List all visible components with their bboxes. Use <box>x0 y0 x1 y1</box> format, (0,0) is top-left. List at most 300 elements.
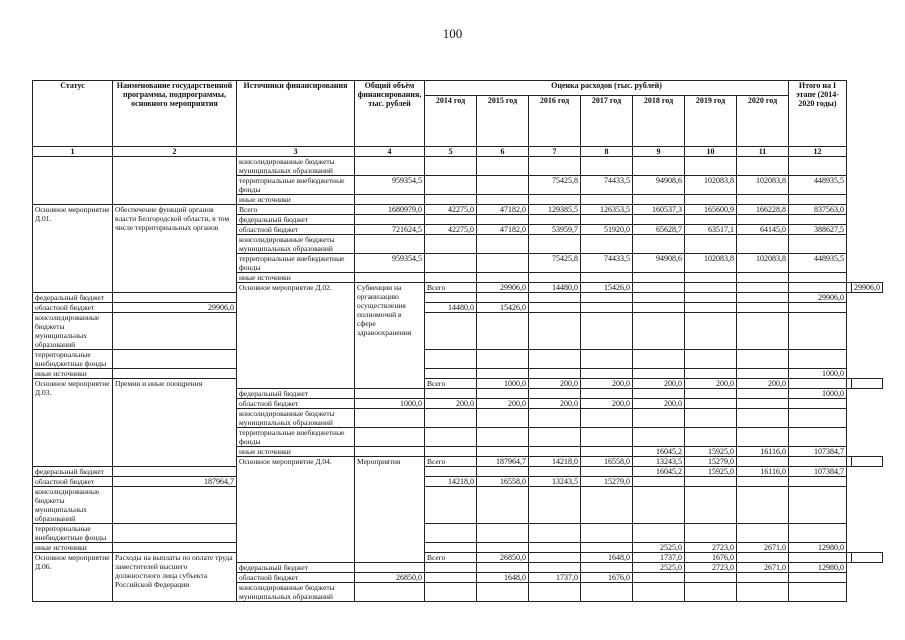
year-value-cell <box>425 409 477 428</box>
year-value-cell: 200,0 <box>529 379 581 389</box>
year-value-cell <box>789 457 847 467</box>
column-number: 2 <box>113 147 237 157</box>
year-value-cell <box>425 313 477 350</box>
table-row <box>33 369 883 379</box>
total-cell <box>355 215 425 225</box>
year-value-cell: 14480,0 <box>425 303 477 313</box>
year-value-cell <box>581 447 633 457</box>
table-wrapper <box>32 80 883 602</box>
status-cell: Основное мероприятие Д.04. <box>237 457 355 563</box>
itogo-cell: 29906,0 <box>852 283 883 293</box>
year-value-cell: 200,0 <box>581 399 633 409</box>
year-value-cell: 16116,0 <box>737 467 789 477</box>
year-value-cell <box>581 543 633 553</box>
year-value-cell <box>425 563 477 573</box>
year-value-cell: 200,0 <box>425 399 477 409</box>
source-cell: территориальные внебюджетные фонды <box>237 428 355 447</box>
year-value-cell <box>737 389 789 399</box>
header-year: 2014 год <box>425 96 477 147</box>
itogo-cell: 107384,7 <box>789 447 847 457</box>
year-value-cell <box>425 157 477 176</box>
year-value-cell <box>425 293 477 303</box>
source-cell: Всего <box>425 283 477 293</box>
column-number: 10 <box>685 147 737 157</box>
itogo-cell <box>789 215 847 225</box>
year-value-cell: 15925,0 <box>685 467 737 477</box>
year-value-cell <box>477 543 529 553</box>
year-value-cell <box>425 543 477 553</box>
total-cell: 187964,7 <box>477 457 529 467</box>
source-cell: консолидированные бюджеты муниципальных образований <box>33 487 113 524</box>
year-value-cell <box>633 303 685 313</box>
total-cell <box>355 428 425 447</box>
year-value-cell <box>737 487 789 524</box>
year-value-cell: 160537,3 <box>633 205 685 215</box>
year-value-cell <box>685 195 737 205</box>
column-number: 3 <box>237 147 355 157</box>
year-value-cell: 126353,5 <box>581 205 633 215</box>
total-cell: 959354,5 <box>355 176 425 195</box>
table-row <box>33 477 883 487</box>
total-cell <box>113 350 237 369</box>
year-value-cell <box>685 573 737 583</box>
table-body <box>33 157 883 602</box>
itogo-cell <box>789 477 847 487</box>
year-value-cell: 47182,0 <box>477 205 529 215</box>
year-value-cell <box>425 487 477 524</box>
year-value-cell <box>685 273 737 283</box>
year-value-cell <box>737 303 789 313</box>
year-value-cell <box>529 303 581 313</box>
source-cell: иные источники <box>33 543 113 553</box>
itogo-cell: 837563,0 <box>789 205 847 215</box>
year-value-cell: 14218,0 <box>425 477 477 487</box>
source-cell: территориальные внебюджетные фонды <box>33 524 113 543</box>
year-value-cell <box>529 409 581 428</box>
itogo-cell <box>852 553 883 563</box>
year-value-cell <box>477 195 529 205</box>
year-value-cell: 15279,0 <box>685 457 737 467</box>
source-cell: федеральный бюджет <box>237 215 355 225</box>
year-value-cell <box>633 215 685 225</box>
year-value-cell: 65628,7 <box>633 225 685 235</box>
total-cell <box>355 409 425 428</box>
year-value-cell <box>425 254 477 273</box>
year-value-cell <box>737 195 789 205</box>
total-cell: 1000,0 <box>355 399 425 409</box>
source-cell: консолидированные бюджеты муниципальных образований <box>237 583 355 602</box>
year-value-cell: 42275,0 <box>425 205 477 215</box>
year-value-cell <box>425 524 477 543</box>
program-name-cell: Мероприятия <box>355 457 425 563</box>
itogo-cell: 29906,0 <box>789 293 847 303</box>
total-cell: 959354,5 <box>355 254 425 273</box>
year-value-cell <box>477 313 529 350</box>
year-value-cell: 14480,0 <box>529 283 581 293</box>
year-value-cell: 1737,0 <box>529 573 581 583</box>
source-cell: консолидированные бюджеты муниципальных образований <box>237 235 355 254</box>
year-value-cell: 63517,1 <box>685 225 737 235</box>
source-cell: Всего <box>425 457 477 467</box>
year-value-cell <box>633 389 685 399</box>
year-value-cell <box>477 563 529 573</box>
year-value-cell <box>425 273 477 283</box>
table-row <box>33 350 883 369</box>
program-name-cell: Обеспечение функций органов власти Белгородской области, в том числе территориальных органов <box>113 205 237 293</box>
column-number: 4 <box>355 147 425 157</box>
year-value-cell <box>529 389 581 399</box>
column-number: 1 <box>33 147 113 157</box>
header-estimate: Оценка расходов (тыс. рублей) <box>425 81 789 96</box>
year-value-cell: 102083,8 <box>685 254 737 273</box>
year-value-cell: 94908,6 <box>633 176 685 195</box>
year-value-cell <box>633 477 685 487</box>
year-value-cell <box>477 350 529 369</box>
year-value-cell <box>581 350 633 369</box>
year-value-cell <box>529 273 581 283</box>
year-value-cell <box>425 428 477 447</box>
year-value-cell: 74433,5 <box>581 176 633 195</box>
status-cell: Основное мероприятие Д.01. <box>33 205 113 293</box>
source-cell: консолидированные бюджеты муниципальных образований <box>237 409 355 428</box>
year-value-cell <box>685 157 737 176</box>
year-value-cell <box>477 409 529 428</box>
year-value-cell <box>425 447 477 457</box>
total-cell <box>113 543 237 553</box>
total-cell: 721624,5 <box>355 225 425 235</box>
year-value-cell <box>477 428 529 447</box>
total-cell: 1000,0 <box>477 379 529 389</box>
itogo-cell <box>789 524 847 543</box>
page-number: 100 <box>442 26 463 41</box>
year-value-cell: 16116,0 <box>737 447 789 457</box>
year-value-cell <box>737 215 789 225</box>
total-cell: 1680979,0 <box>355 205 425 215</box>
source-cell: иные источники <box>237 447 355 457</box>
total-cell: 187964,7 <box>113 477 237 487</box>
year-value-cell <box>425 467 477 477</box>
total-cell <box>355 563 425 573</box>
itogo-cell <box>852 457 883 467</box>
year-value-cell <box>685 524 737 543</box>
year-value-cell: 15426,0 <box>477 303 529 313</box>
itogo-cell <box>789 399 847 409</box>
year-value-cell <box>529 487 581 524</box>
source-cell: федеральный бюджет <box>33 467 113 477</box>
itogo-cell <box>789 157 847 176</box>
total-cell <box>113 293 237 303</box>
year-value-cell: 1648,0 <box>581 553 633 563</box>
year-value-cell <box>633 235 685 254</box>
year-value-cell <box>529 350 581 369</box>
year-value-cell <box>425 389 477 399</box>
year-value-cell: 200,0 <box>633 379 685 389</box>
year-value-cell <box>529 447 581 457</box>
year-value-cell <box>685 215 737 225</box>
status-cell: Основное мероприятие Д.06. <box>33 553 113 602</box>
year-value-cell: 2723,0 <box>685 543 737 553</box>
year-value-cell <box>633 487 685 524</box>
year-value-cell <box>737 573 789 583</box>
year-value-cell: 1737,0 <box>633 553 685 563</box>
year-value-cell: 165600,9 <box>685 205 737 215</box>
year-value-cell: 2671,0 <box>737 543 789 553</box>
year-value-cell <box>737 350 789 369</box>
status-cell <box>33 157 113 205</box>
year-value-cell: 200,0 <box>737 379 789 389</box>
year-value-cell <box>685 409 737 428</box>
year-value-cell <box>633 283 685 293</box>
year-value-cell <box>529 369 581 379</box>
year-value-cell: 1676,0 <box>685 553 737 563</box>
total-cell: 26850,0 <box>477 553 529 563</box>
itogo-cell: 388627,5 <box>789 225 847 235</box>
total-cell <box>355 195 425 205</box>
year-value-cell <box>529 467 581 477</box>
year-value-cell: 16558,0 <box>477 477 529 487</box>
itogo-cell: 1000,0 <box>789 389 847 399</box>
source-cell: иные источники <box>33 369 113 379</box>
year-value-cell <box>477 176 529 195</box>
year-value-cell <box>477 524 529 543</box>
table-row <box>33 543 883 553</box>
year-value-cell <box>477 293 529 303</box>
year-value-cell <box>789 553 847 563</box>
header-itogo: Итого на I этапе (2014-2020 годы) <box>789 81 847 147</box>
itogo-cell <box>789 350 847 369</box>
year-value-cell: 16558,0 <box>581 457 633 467</box>
year-value-cell <box>737 457 789 467</box>
total-cell <box>355 389 425 399</box>
year-value-cell <box>581 303 633 313</box>
itogo-cell <box>852 379 883 389</box>
year-value-cell <box>685 428 737 447</box>
total-cell <box>355 157 425 176</box>
header-year: 2015 год <box>477 96 529 147</box>
itogo-cell <box>789 487 847 524</box>
year-value-cell <box>737 157 789 176</box>
header-total: Общий объём финансирования, тыс. рублей <box>355 81 425 147</box>
year-value-cell <box>529 313 581 350</box>
table-row <box>33 205 883 215</box>
year-value-cell: 74433,5 <box>581 254 633 273</box>
year-value-cell <box>737 477 789 487</box>
year-value-cell <box>529 157 581 176</box>
year-value-cell <box>581 369 633 379</box>
year-value-cell <box>737 583 789 602</box>
source-cell: территориальные внебюджетные фонды <box>33 350 113 369</box>
year-value-cell <box>477 254 529 273</box>
year-value-cell: 1648,0 <box>477 573 529 583</box>
source-cell: консолидированные бюджеты муниципальных образований <box>33 313 113 350</box>
total-cell <box>355 235 425 254</box>
year-value-cell <box>789 283 847 293</box>
total-cell <box>355 583 425 602</box>
source-cell: Всего <box>425 379 477 389</box>
column-number: 7 <box>529 147 581 157</box>
year-value-cell: 75425,8 <box>529 254 581 273</box>
itogo-cell: 448935,5 <box>789 254 847 273</box>
header-year: 2020 год <box>737 96 789 147</box>
year-value-cell <box>737 409 789 428</box>
itogo-cell <box>789 273 847 283</box>
year-value-cell <box>529 235 581 254</box>
year-value-cell <box>633 273 685 283</box>
year-value-cell <box>685 293 737 303</box>
year-value-cell <box>529 553 581 563</box>
year-value-cell <box>633 313 685 350</box>
year-value-cell: 102083,8 <box>737 254 789 273</box>
year-value-cell: 64145,0 <box>737 225 789 235</box>
year-value-cell <box>685 350 737 369</box>
year-value-cell: 200,0 <box>581 379 633 389</box>
year-value-cell <box>581 195 633 205</box>
column-number: 12 <box>789 147 847 157</box>
program-name-cell: Субвенции на организацию осуществления полномочий в сфере здравоохранения <box>355 283 425 389</box>
source-cell: областной бюджет <box>237 573 355 583</box>
header-sources: Источники финансирования <box>237 81 355 147</box>
table-row <box>33 313 883 350</box>
table-row <box>33 553 883 563</box>
year-value-cell <box>581 563 633 573</box>
source-cell: федеральный бюджет <box>33 293 113 303</box>
header-name: Наименование государственной программы, подпрограммы, основного мероприятия <box>113 81 237 147</box>
year-value-cell <box>737 524 789 543</box>
total-cell <box>113 313 237 350</box>
column-number: 5 <box>425 147 477 157</box>
year-value-cell: 102083,8 <box>737 176 789 195</box>
table-row <box>33 487 883 524</box>
year-value-cell <box>685 313 737 350</box>
itogo-cell: 107384,7 <box>789 467 847 477</box>
itogo-cell <box>789 195 847 205</box>
year-value-cell: 1676,0 <box>581 573 633 583</box>
year-value-cell <box>581 293 633 303</box>
year-value-cell: 200,0 <box>477 399 529 409</box>
year-value-cell: 200,0 <box>685 379 737 389</box>
itogo-cell: 448935,5 <box>789 176 847 195</box>
table-row <box>33 379 883 389</box>
year-value-cell <box>581 215 633 225</box>
year-value-cell <box>425 235 477 254</box>
year-value-cell <box>685 487 737 524</box>
year-value-cell <box>581 428 633 447</box>
column-number: 11 <box>737 147 789 157</box>
year-value-cell <box>581 409 633 428</box>
year-value-cell <box>633 293 685 303</box>
year-value-cell <box>477 369 529 379</box>
itogo-cell: 1000,0 <box>789 369 847 379</box>
year-value-cell: 102083,8 <box>685 176 737 195</box>
year-value-cell: 13243,5 <box>633 457 685 467</box>
program-name-cell: Премии и иные поощрения <box>113 379 237 467</box>
year-value-cell: 2671,0 <box>737 563 789 573</box>
total-cell <box>355 447 425 457</box>
year-value-cell <box>529 524 581 543</box>
year-value-cell <box>529 428 581 447</box>
source-cell: территориальные внебюджетные фонды <box>237 176 355 195</box>
year-value-cell <box>737 235 789 254</box>
year-value-cell: 16045,2 <box>633 447 685 457</box>
itogo-cell <box>789 428 847 447</box>
year-value-cell <box>685 303 737 313</box>
year-value-cell <box>477 583 529 602</box>
year-value-cell: 15925,0 <box>685 447 737 457</box>
year-value-cell <box>477 389 529 399</box>
year-value-cell <box>425 583 477 602</box>
year-value-cell: 14218,0 <box>529 457 581 467</box>
year-value-cell <box>685 369 737 379</box>
table-row <box>33 293 883 303</box>
year-value-cell <box>425 573 477 583</box>
year-value-cell <box>633 573 685 583</box>
year-value-cell <box>477 447 529 457</box>
table-row <box>33 524 883 543</box>
year-value-cell <box>633 583 685 602</box>
year-value-cell <box>529 215 581 225</box>
source-cell: областной бюджет <box>237 399 355 409</box>
year-value-cell <box>633 524 685 543</box>
total-cell: 29906,0 <box>113 303 237 313</box>
year-value-cell <box>477 235 529 254</box>
year-value-cell <box>685 583 737 602</box>
column-number: 8 <box>581 147 633 157</box>
year-value-cell <box>581 467 633 477</box>
year-value-cell <box>633 409 685 428</box>
year-value-cell <box>529 293 581 303</box>
header-year: 2016 год <box>529 96 581 147</box>
year-value-cell <box>581 524 633 543</box>
total-cell <box>113 467 237 477</box>
year-value-cell: 51920,0 <box>581 225 633 235</box>
year-value-cell <box>581 487 633 524</box>
year-value-cell <box>477 273 529 283</box>
year-value-cell <box>737 283 789 293</box>
year-value-cell: 2525,0 <box>633 543 685 553</box>
year-value-cell <box>633 350 685 369</box>
source-cell: Всего <box>237 205 355 215</box>
header-year: 2017 год <box>581 96 633 147</box>
source-cell: иные источники <box>237 195 355 205</box>
source-cell: территориальные внебюджетные фонды <box>237 254 355 273</box>
year-value-cell <box>737 293 789 303</box>
year-value-cell <box>581 313 633 350</box>
source-cell: иные источники <box>237 273 355 283</box>
year-value-cell <box>633 369 685 379</box>
itogo-cell <box>789 583 847 602</box>
year-value-cell: 47182,0 <box>477 225 529 235</box>
table-row <box>33 303 883 313</box>
source-cell: областной бюджет <box>33 477 113 487</box>
year-value-cell: 75425,8 <box>529 176 581 195</box>
table-row <box>33 467 883 477</box>
itogo-cell: 12980,0 <box>789 543 847 553</box>
year-value-cell: 15279,0 <box>581 477 633 487</box>
source-cell: консолидированные бюджеты муниципальных образований <box>237 157 355 176</box>
total-cell <box>355 273 425 283</box>
program-name-cell: Расходы на выплаты по оплате труда заместителей высшего должностного лица субъекта Российской Федерации <box>113 553 237 602</box>
itogo-cell: 12980,0 <box>789 563 847 573</box>
total-cell: 26850,0 <box>355 573 425 583</box>
year-value-cell <box>425 215 477 225</box>
year-value-cell <box>737 369 789 379</box>
itogo-cell <box>789 235 847 254</box>
year-value-cell: 42275,0 <box>425 225 477 235</box>
year-value-cell <box>581 389 633 399</box>
year-value-cell: 200,0 <box>529 399 581 409</box>
year-value-cell <box>633 428 685 447</box>
year-value-cell <box>685 399 737 409</box>
